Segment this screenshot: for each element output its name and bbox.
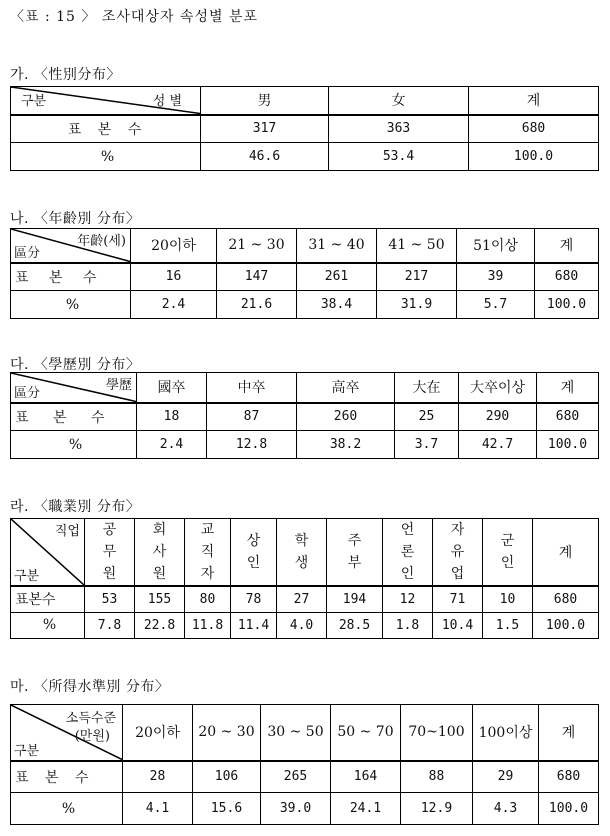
header-char: 생 (294, 555, 309, 571)
header-char: 원 (102, 566, 117, 582)
corner-mid-label: (만원) (74, 729, 110, 744)
header-cell-vertical (185, 519, 231, 587)
cell: 2.4 (131, 291, 217, 319)
header-char: 언 (400, 522, 415, 538)
cell: 27 (277, 586, 327, 612)
corner-top-label: 年齡(세) (77, 234, 126, 249)
header-char: 자 (450, 522, 465, 538)
cell: 42.7 (459, 431, 537, 459)
header-char: 사 (152, 544, 167, 560)
header-cell: 50 ~ 70 (331, 705, 401, 761)
cell: 12 (383, 586, 433, 612)
header-char: 업 (450, 566, 465, 582)
row-label: 표 본 수 (11, 403, 137, 431)
header-cell: 高卒 (297, 373, 395, 403)
header-cell-vertical (433, 519, 483, 587)
header-char: 인 (500, 555, 515, 571)
header-char: 자 (200, 566, 215, 582)
cell: 4.1 (123, 793, 193, 825)
cell: 100.0 (537, 431, 599, 459)
cell: 10.4 (433, 612, 483, 638)
table-row (11, 263, 599, 291)
header-cell: 國卒 (137, 373, 207, 403)
cell: 28 (123, 761, 193, 793)
corner-right-label: 성 별 (152, 94, 182, 109)
cell: 87 (207, 403, 297, 431)
cell: 18 (137, 403, 207, 431)
cell: 38.2 (297, 431, 395, 459)
table-row (11, 761, 599, 793)
corner-cell (11, 705, 123, 761)
header-char: 공 (102, 522, 117, 538)
cell: 31.9 (377, 291, 457, 319)
corner-cell (11, 519, 85, 587)
row-label: % (11, 291, 131, 319)
row-label: 표 본 수 (11, 115, 201, 143)
section-title-occupation: 라. 〈職業別 分布〉 (10, 499, 141, 515)
gender-table (10, 86, 599, 171)
cell: 680 (537, 403, 599, 431)
section-title-gender: 가. 〈性別分布〉 (10, 67, 121, 83)
cell: 11.8 (185, 612, 231, 638)
cell: 78 (231, 586, 277, 612)
header-cell: 계 (537, 373, 599, 403)
row-label: 표 본 수 (11, 761, 123, 793)
header-cell-vertical (383, 519, 433, 587)
corner-top-label: 소득수준 (65, 711, 116, 726)
cell: 88 (401, 761, 473, 793)
header-cell: 41 ~ 50 (377, 229, 457, 263)
header-char: 직 (200, 544, 215, 560)
cell: 194 (327, 586, 383, 612)
cell: 100.0 (535, 291, 599, 319)
header-char: 학 (294, 533, 309, 549)
row-label: % (11, 612, 85, 638)
table-row (11, 115, 599, 143)
header-cell-vertical (277, 519, 327, 587)
header-char: 군 (500, 533, 515, 549)
cell: 22.8 (135, 612, 185, 638)
table-row (11, 431, 599, 459)
section-title-education: 다. 〈學歷別 分布〉 (10, 357, 141, 373)
cell: 680 (535, 263, 599, 291)
header-cell: 계 (539, 705, 599, 761)
cell: 100.0 (539, 793, 599, 825)
cell: 1.8 (383, 612, 433, 638)
table-header-row (11, 519, 599, 587)
header-char: 인 (246, 555, 261, 571)
header-cell: 30 ~ 50 (261, 705, 331, 761)
cell: 46.6 (201, 143, 329, 171)
cell: 12.9 (401, 793, 473, 825)
cell: 164 (331, 761, 401, 793)
header-cell: 51이상 (457, 229, 535, 263)
header-cell: 21 ~ 30 (217, 229, 297, 263)
cell: 1.5 (483, 612, 533, 638)
education-table (10, 372, 599, 459)
header-cell: 20이하 (131, 229, 217, 263)
header-cell: 70~100 (401, 705, 473, 761)
header-char: 원 (152, 566, 167, 582)
table-header-row (11, 373, 599, 403)
table-header-row (11, 229, 599, 263)
table-row (11, 143, 599, 171)
cell: 106 (193, 761, 261, 793)
cell: 38.4 (297, 291, 377, 319)
table-row (11, 586, 599, 612)
age-table (10, 228, 599, 319)
occupation-table (10, 518, 599, 639)
cell: 15.6 (193, 793, 261, 825)
corner-cell (11, 229, 131, 263)
cell: 265 (261, 761, 331, 793)
cell: 680 (533, 586, 599, 612)
table-header-row (11, 87, 599, 115)
row-label: % (11, 793, 123, 825)
header-char: 주 (347, 533, 362, 549)
cell: 363 (329, 115, 469, 143)
header-char: 교 (200, 522, 215, 538)
header-cell-vertical (231, 519, 277, 587)
header-cell-vertical (483, 519, 533, 587)
cell: 25 (395, 403, 459, 431)
row-label: % (11, 143, 201, 171)
row-label: 표본수 (11, 586, 85, 612)
row-label: 표 본 수 (11, 263, 131, 291)
cell: 16 (131, 263, 217, 291)
cell: 80 (185, 586, 231, 612)
table-row (11, 612, 599, 638)
cell: 39 (457, 263, 535, 291)
corner-bottom-label: 구분 (14, 569, 40, 584)
cell: 100.0 (469, 143, 599, 171)
cell: 217 (377, 263, 457, 291)
cell: 261 (297, 263, 377, 291)
cell: 290 (459, 403, 537, 431)
cell: 2.4 (137, 431, 207, 459)
cell: 680 (469, 115, 599, 143)
header-cell: 男 (201, 87, 329, 115)
cell: 3.7 (395, 431, 459, 459)
cell: 317 (201, 115, 329, 143)
header-cell: 100이상 (473, 705, 539, 761)
header-char: 론 (400, 544, 415, 560)
table-header-row (11, 705, 599, 761)
header-cell: 계 (533, 519, 599, 587)
corner-bottom-label: 구분 (14, 743, 40, 759)
corner-top-label: 직업 (54, 524, 80, 539)
income-table (10, 704, 599, 825)
header-char: 회 (152, 522, 167, 538)
cell: 29 (473, 761, 539, 793)
cell: 680 (539, 761, 599, 793)
header-char: 무 (102, 544, 117, 560)
cell: 53 (85, 586, 135, 612)
cell: 39.0 (261, 793, 331, 825)
cell: 12.8 (207, 431, 297, 459)
cell: 147 (217, 263, 297, 291)
header-cell-vertical (135, 519, 185, 587)
cell: 21.6 (217, 291, 297, 319)
row-label: % (11, 431, 137, 459)
cell: 7.8 (85, 612, 135, 638)
section-title-income: 마. 〈所得水準別 分布〉 (10, 679, 170, 695)
header-cell: 大在 (395, 373, 459, 403)
cell: 155 (135, 586, 185, 612)
header-cell: 中卒 (207, 373, 297, 403)
header-char: 부 (347, 555, 362, 571)
header-cell-vertical (327, 519, 383, 587)
cell: 53.4 (329, 143, 469, 171)
header-char: 인 (400, 566, 415, 582)
cell: 5.7 (457, 291, 535, 319)
header-cell: 女 (329, 87, 469, 115)
corner-cell (11, 373, 137, 403)
cell: 260 (297, 403, 395, 431)
corner-top-label: 學歷 (105, 378, 132, 393)
cell: 4.3 (473, 793, 539, 825)
document-title: 〈표 : 15 〉 조사대상자 속성별 분포 (10, 9, 258, 25)
corner-left-label: 구분 (21, 94, 47, 109)
header-cell: 20 ~ 30 (193, 705, 261, 761)
cell: 24.1 (331, 793, 401, 825)
header-cell: 大卒이상 (459, 373, 537, 403)
cell: 28.5 (327, 612, 383, 638)
cell: 11.4 (231, 612, 277, 638)
header-char: 상 (246, 533, 261, 549)
header-cell-vertical (85, 519, 135, 587)
cell: 10 (483, 586, 533, 612)
corner-bottom-label: 區分 (14, 245, 41, 261)
corner-cell (11, 87, 201, 115)
header-cell: 계 (469, 87, 599, 115)
header-char: 유 (450, 544, 465, 560)
cell: 4.0 (277, 612, 327, 638)
cell: 100.0 (533, 612, 599, 638)
cell: 71 (433, 586, 483, 612)
header-cell: 20이하 (123, 705, 193, 761)
header-cell: 계 (535, 229, 599, 263)
table-row (11, 403, 599, 431)
header-cell: 31 ~ 40 (297, 229, 377, 263)
corner-bottom-label: 區分 (14, 385, 41, 401)
section-title-age: 나. 〈年齡別 分布〉 (10, 211, 141, 227)
table-row (11, 793, 599, 825)
table-row (11, 291, 599, 319)
